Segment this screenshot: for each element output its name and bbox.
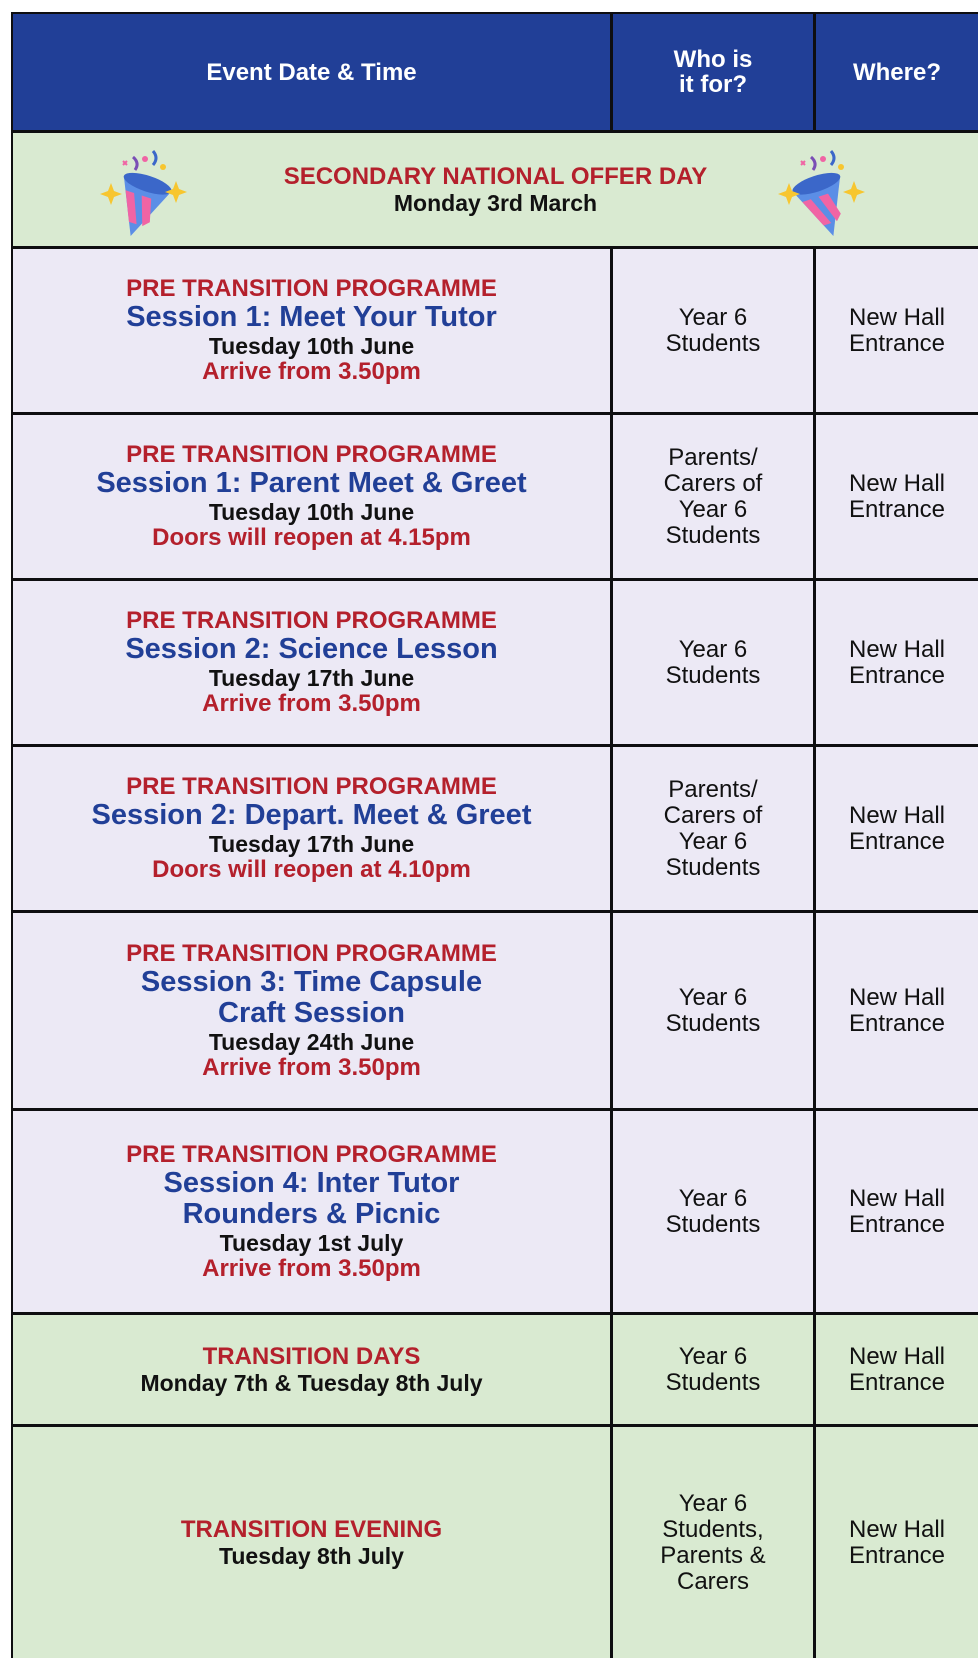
session-title-line-2: Craft Session: [218, 996, 405, 1029]
session-title: Session 1: Meet Your Tutor: [126, 301, 497, 333]
who-line: Year 6: [678, 983, 748, 1011]
table-row: [11, 1111, 978, 1312]
who-line: Year 6: [678, 827, 748, 855]
who-line: Students: [665, 853, 761, 881]
where-line: New Hall: [848, 469, 946, 497]
where-cell: [816, 249, 978, 412]
who-line: Students: [665, 661, 761, 689]
who-line: Year 6: [678, 1489, 748, 1517]
who-line: Year 6: [678, 303, 748, 331]
event-cell: [13, 913, 610, 1108]
where-cell: [816, 581, 978, 744]
header-where-label: Where?: [852, 58, 941, 86]
table-row: [11, 249, 978, 412]
transition-evening-date: Tuesday 8th July: [219, 1542, 404, 1569]
where-line: Entrance: [848, 827, 946, 855]
where-line: New Hall: [848, 635, 946, 663]
where-line: New Hall: [848, 303, 946, 331]
party-popper-icon: [93, 143, 193, 243]
where-cell: [816, 1427, 978, 1658]
event-cell: [13, 1111, 610, 1312]
who-line: Year 6: [678, 635, 748, 663]
session-title: Session 3: Time Capsule: [140, 965, 483, 998]
session-title-line-2: Rounders & Picnic: [182, 1197, 441, 1230]
where-cell: [816, 747, 978, 910]
session-title: Session 2: Science Lesson: [125, 633, 498, 665]
where-line: Entrance: [848, 1541, 946, 1569]
who-line: Parents/: [668, 443, 758, 471]
who-line: Students,: [662, 1515, 764, 1543]
who-cell: [613, 1427, 813, 1658]
header-who-line-1: Who is: [673, 46, 753, 73]
offer-day-date: Monday 3rd March: [393, 189, 598, 216]
programme-label: PRE TRANSITION PROGRAMME: [126, 1140, 497, 1168]
who-line: Carers of: [663, 469, 763, 497]
event-time: Arrive from 3.50pm: [202, 1053, 421, 1081]
event-date: Tuesday 10th June: [208, 333, 415, 359]
programme-label: PRE TRANSITION PROGRAMME: [126, 773, 497, 800]
where-line: New Hall: [848, 1515, 946, 1543]
event-date: Tuesday 10th June: [208, 499, 415, 525]
who-line: Carers of: [663, 801, 763, 829]
who-line: Students: [665, 1210, 761, 1238]
session-title: Session 4: Inter Tutor: [163, 1166, 460, 1199]
who-line: Students: [665, 329, 761, 357]
programme-label: PRE TRANSITION PROGRAMME: [126, 441, 497, 468]
event-time: Arrive from 3.50pm: [202, 690, 421, 717]
programme-label: PRE TRANSITION PROGRAMME: [126, 275, 497, 302]
who-cell: [613, 415, 813, 578]
offer-day-title: SECONDARY NATIONAL OFFER DAY: [283, 162, 708, 190]
who-cell: [613, 1111, 813, 1312]
who-line: Students: [665, 1009, 761, 1037]
event-cell: [13, 581, 610, 744]
event-cell: [13, 747, 610, 910]
where-line: New Hall: [848, 801, 946, 829]
events-table: [11, 12, 978, 1658]
event-time: Doors will reopen at 4.10pm: [152, 856, 471, 883]
where-line: Entrance: [848, 329, 946, 357]
event-time: Arrive from 3.50pm: [202, 1254, 421, 1282]
where-line: Entrance: [848, 1368, 946, 1396]
event-time: Arrive from 3.50pm: [202, 358, 421, 385]
header-who: [613, 14, 813, 130]
event-cell: [13, 249, 610, 412]
programme-label: PRE TRANSITION PROGRAMME: [126, 607, 497, 634]
who-cell: [613, 913, 813, 1108]
where-line: New Hall: [848, 1184, 946, 1212]
programme-label: PRE TRANSITION PROGRAMME: [126, 939, 497, 967]
who-cell: [613, 1315, 813, 1424]
event-date: Tuesday 17th June: [208, 665, 415, 691]
where-cell: [816, 913, 978, 1108]
who-line: Carers: [676, 1567, 749, 1595]
who-line: Students: [665, 1368, 761, 1396]
header-row: [11, 14, 978, 130]
header-event-date-time: [13, 14, 610, 130]
table-row: [11, 415, 978, 578]
header-where: [816, 14, 978, 130]
event-cell: [13, 1427, 610, 1658]
where-line: Entrance: [848, 1210, 946, 1238]
session-title: Session 2: Depart. Meet & Greet: [91, 799, 532, 831]
table-row: [11, 747, 978, 910]
who-cell: [613, 249, 813, 412]
where-cell: [816, 415, 978, 578]
transition-days-title: TRANSITION DAYS: [202, 1342, 421, 1370]
session-title: Session 1: Parent Meet & Greet: [96, 467, 527, 499]
party-popper-icon-right: [771, 143, 871, 243]
who-cell: [613, 747, 813, 910]
event-date: Tuesday 1st July: [219, 1229, 404, 1256]
where-line: Entrance: [848, 661, 946, 689]
where-cell: [816, 1111, 978, 1312]
who-line: Year 6: [678, 495, 748, 523]
who-cell: [613, 581, 813, 744]
where-line: New Hall: [848, 983, 946, 1011]
where-line: Entrance: [848, 495, 946, 523]
event-time: Doors will reopen at 4.15pm: [152, 524, 471, 551]
where-line: Entrance: [848, 1009, 946, 1037]
where-cell: [816, 1315, 978, 1424]
transition-evening-title: TRANSITION EVENING: [180, 1515, 443, 1543]
header-event-label: Event Date & Time: [206, 58, 417, 86]
header-who-line-2: it for?: [679, 71, 747, 98]
who-line: Parents &: [660, 1541, 766, 1569]
transition-evening-row: [11, 1427, 978, 1658]
who-line: Year 6: [678, 1184, 748, 1212]
where-line: New Hall: [848, 1342, 946, 1370]
table-row: [11, 581, 978, 744]
transition-days-row: [11, 1315, 978, 1424]
event-date: Tuesday 24th June: [208, 1028, 415, 1055]
who-line: Parents/: [668, 775, 758, 803]
transition-days-date: Monday 7th & Tuesday 8th July: [140, 1369, 483, 1396]
table-row: [11, 913, 978, 1108]
offer-day-cell: [13, 133, 978, 246]
offer-day-row: [11, 133, 978, 246]
event-cell: [13, 1315, 610, 1424]
event-date: Tuesday 17th June: [208, 831, 415, 857]
who-line: Year 6: [678, 1342, 748, 1370]
event-cell: [13, 415, 610, 578]
who-line: Students: [665, 521, 761, 549]
